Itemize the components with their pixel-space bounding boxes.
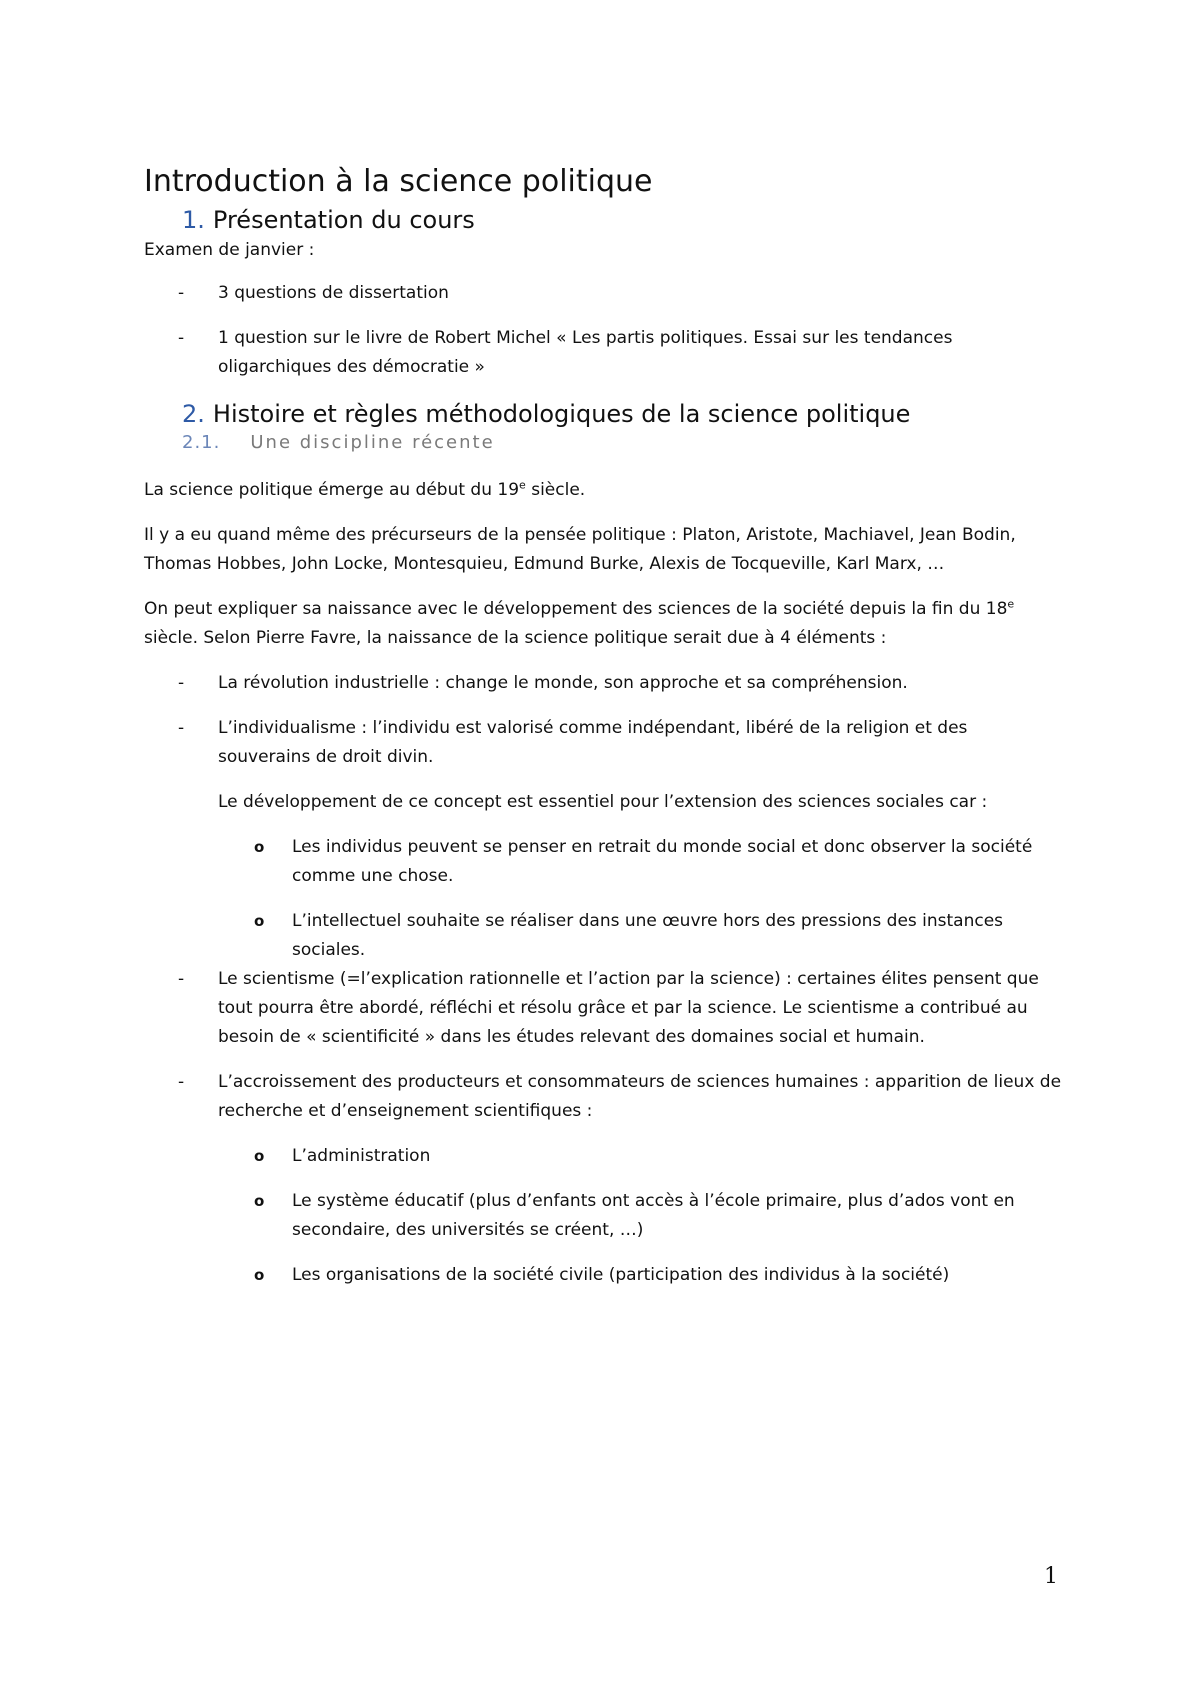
- dash-bullet: -: [178, 1072, 185, 1092]
- sub-list-item-text: Les individus peuvent se penser en retrait du monde social et donc observer la société comme une chose.: [292, 837, 1033, 886]
- list-item-text: L’accroissement des producteurs et consommateurs de sciences humaines : apparition de lieux de recherche et d’enseignement scientifiques :: [218, 1072, 1062, 1121]
- page-number: 1: [1044, 1564, 1058, 1589]
- list-item: [144, 669, 1064, 698]
- document-title: Introduction à la science politique: [144, 164, 653, 199]
- sub-list-item: [144, 833, 1064, 891]
- sub-list-item: [144, 907, 1064, 965]
- sub-list: [144, 833, 1064, 965]
- section-2-title: Histoire et règles méthodologiques de la science politique: [212, 400, 911, 428]
- sub-list: [144, 1142, 1064, 1290]
- list-item-text: La révolution industrielle : change le monde, son approche et sa compréhension.: [218, 673, 908, 693]
- sub-list-item-text: L’administration: [292, 1146, 431, 1166]
- sub-list-item: [144, 1142, 1064, 1171]
- list-item-paragraph: Le développement de ce concept est essentiel pour l’extension des sciences sociales car :: [218, 792, 988, 812]
- list-item: [144, 279, 1064, 308]
- list-item-text: L’individualisme : l’individu est valorisé comme indépendant, libéré de la religion et des souverains de droit divin.: [218, 718, 968, 767]
- circle-bullet: o: [254, 912, 265, 930]
- list-item: [144, 1068, 1064, 1290]
- paragraph-precursors: Il y a eu quand même des précurseurs de la pensée politique : Platon, Aristote, Machiavel, Jean Bodin, Thomas Hobbes, John Locke, Montesquieu, Edmund Burke, Alexis de Tocqueville, Karl Marx, …: [144, 525, 1016, 574]
- section-1-title: Présentation du cours: [212, 206, 475, 234]
- superscript: e: [519, 478, 526, 492]
- subsection-2-1-number: 2.1.: [182, 432, 221, 453]
- circle-bullet: o: [254, 1266, 265, 1284]
- paragraph-naissance: On peut expliquer sa naissance avec le développement des sciences de la société depuis la fin du 18e siècle. Selon Pierre Favre, la naissance de la science politique serait due à 4 éléments :: [144, 597, 1015, 648]
- list-item-text: 1 question sur le livre de Robert Michel « Les partis politiques. Essai sur les tendances oligarchiques des démocratie »: [218, 328, 953, 377]
- paragraph-emergence: La science politique émerge au début du 19e siècle.: [144, 478, 586, 500]
- sub-list-item-text: Les organisations de la société civile (participation des individus à la société): [292, 1265, 950, 1285]
- sub-list-item-text: L’intellectuel souhaite se réaliser dans une œuvre hors des pressions des instances sociales.: [292, 911, 1004, 960]
- document-page: [144, 162, 1064, 1306]
- dash-bullet: -: [178, 969, 185, 989]
- section-2-number: 2.: [182, 400, 205, 428]
- sub-list-item: [144, 1261, 1064, 1290]
- circle-bullet: o: [254, 838, 265, 856]
- list-item: [144, 714, 1064, 965]
- sub-list-item: [144, 1187, 1064, 1245]
- elements-list: [144, 669, 1064, 1290]
- section-1-heading: [144, 204, 1064, 236]
- dash-bullet: -: [178, 328, 185, 348]
- exam-list: [144, 279, 1064, 382]
- list-item-text: 3 questions de dissertation: [218, 283, 449, 303]
- dash-bullet: -: [178, 673, 185, 693]
- circle-bullet: o: [254, 1147, 265, 1165]
- section-2-heading: [144, 398, 1064, 430]
- superscript: e: [1007, 597, 1015, 611]
- list-item: [144, 965, 1064, 1052]
- list-item-text: Le scientisme (=l’explication rationnelle et l’action par la science) : certaines élites pensent que tout pourra être abordé, réfléchi et résolu grâce et par la science. Le scientisme a contribué au besoin de « scientificité » dans les études relevant des domaines social et humain.: [218, 969, 1039, 1047]
- section-1-number: 1.: [182, 206, 205, 234]
- dash-bullet: -: [178, 718, 185, 738]
- subsection-2-1-heading: [144, 430, 1064, 456]
- subsection-2-1-title: Une discipline récente: [250, 432, 495, 453]
- sub-list-item-text: Le système éducatif (plus d’enfants ont accès à l’école primaire, plus d’ados vont en secondaire, des universités se créent, …): [292, 1191, 1015, 1240]
- circle-bullet: o: [254, 1192, 265, 1210]
- dash-bullet: -: [178, 283, 185, 303]
- exam-label: Examen de janvier :: [144, 240, 315, 260]
- list-item: [144, 324, 1064, 382]
